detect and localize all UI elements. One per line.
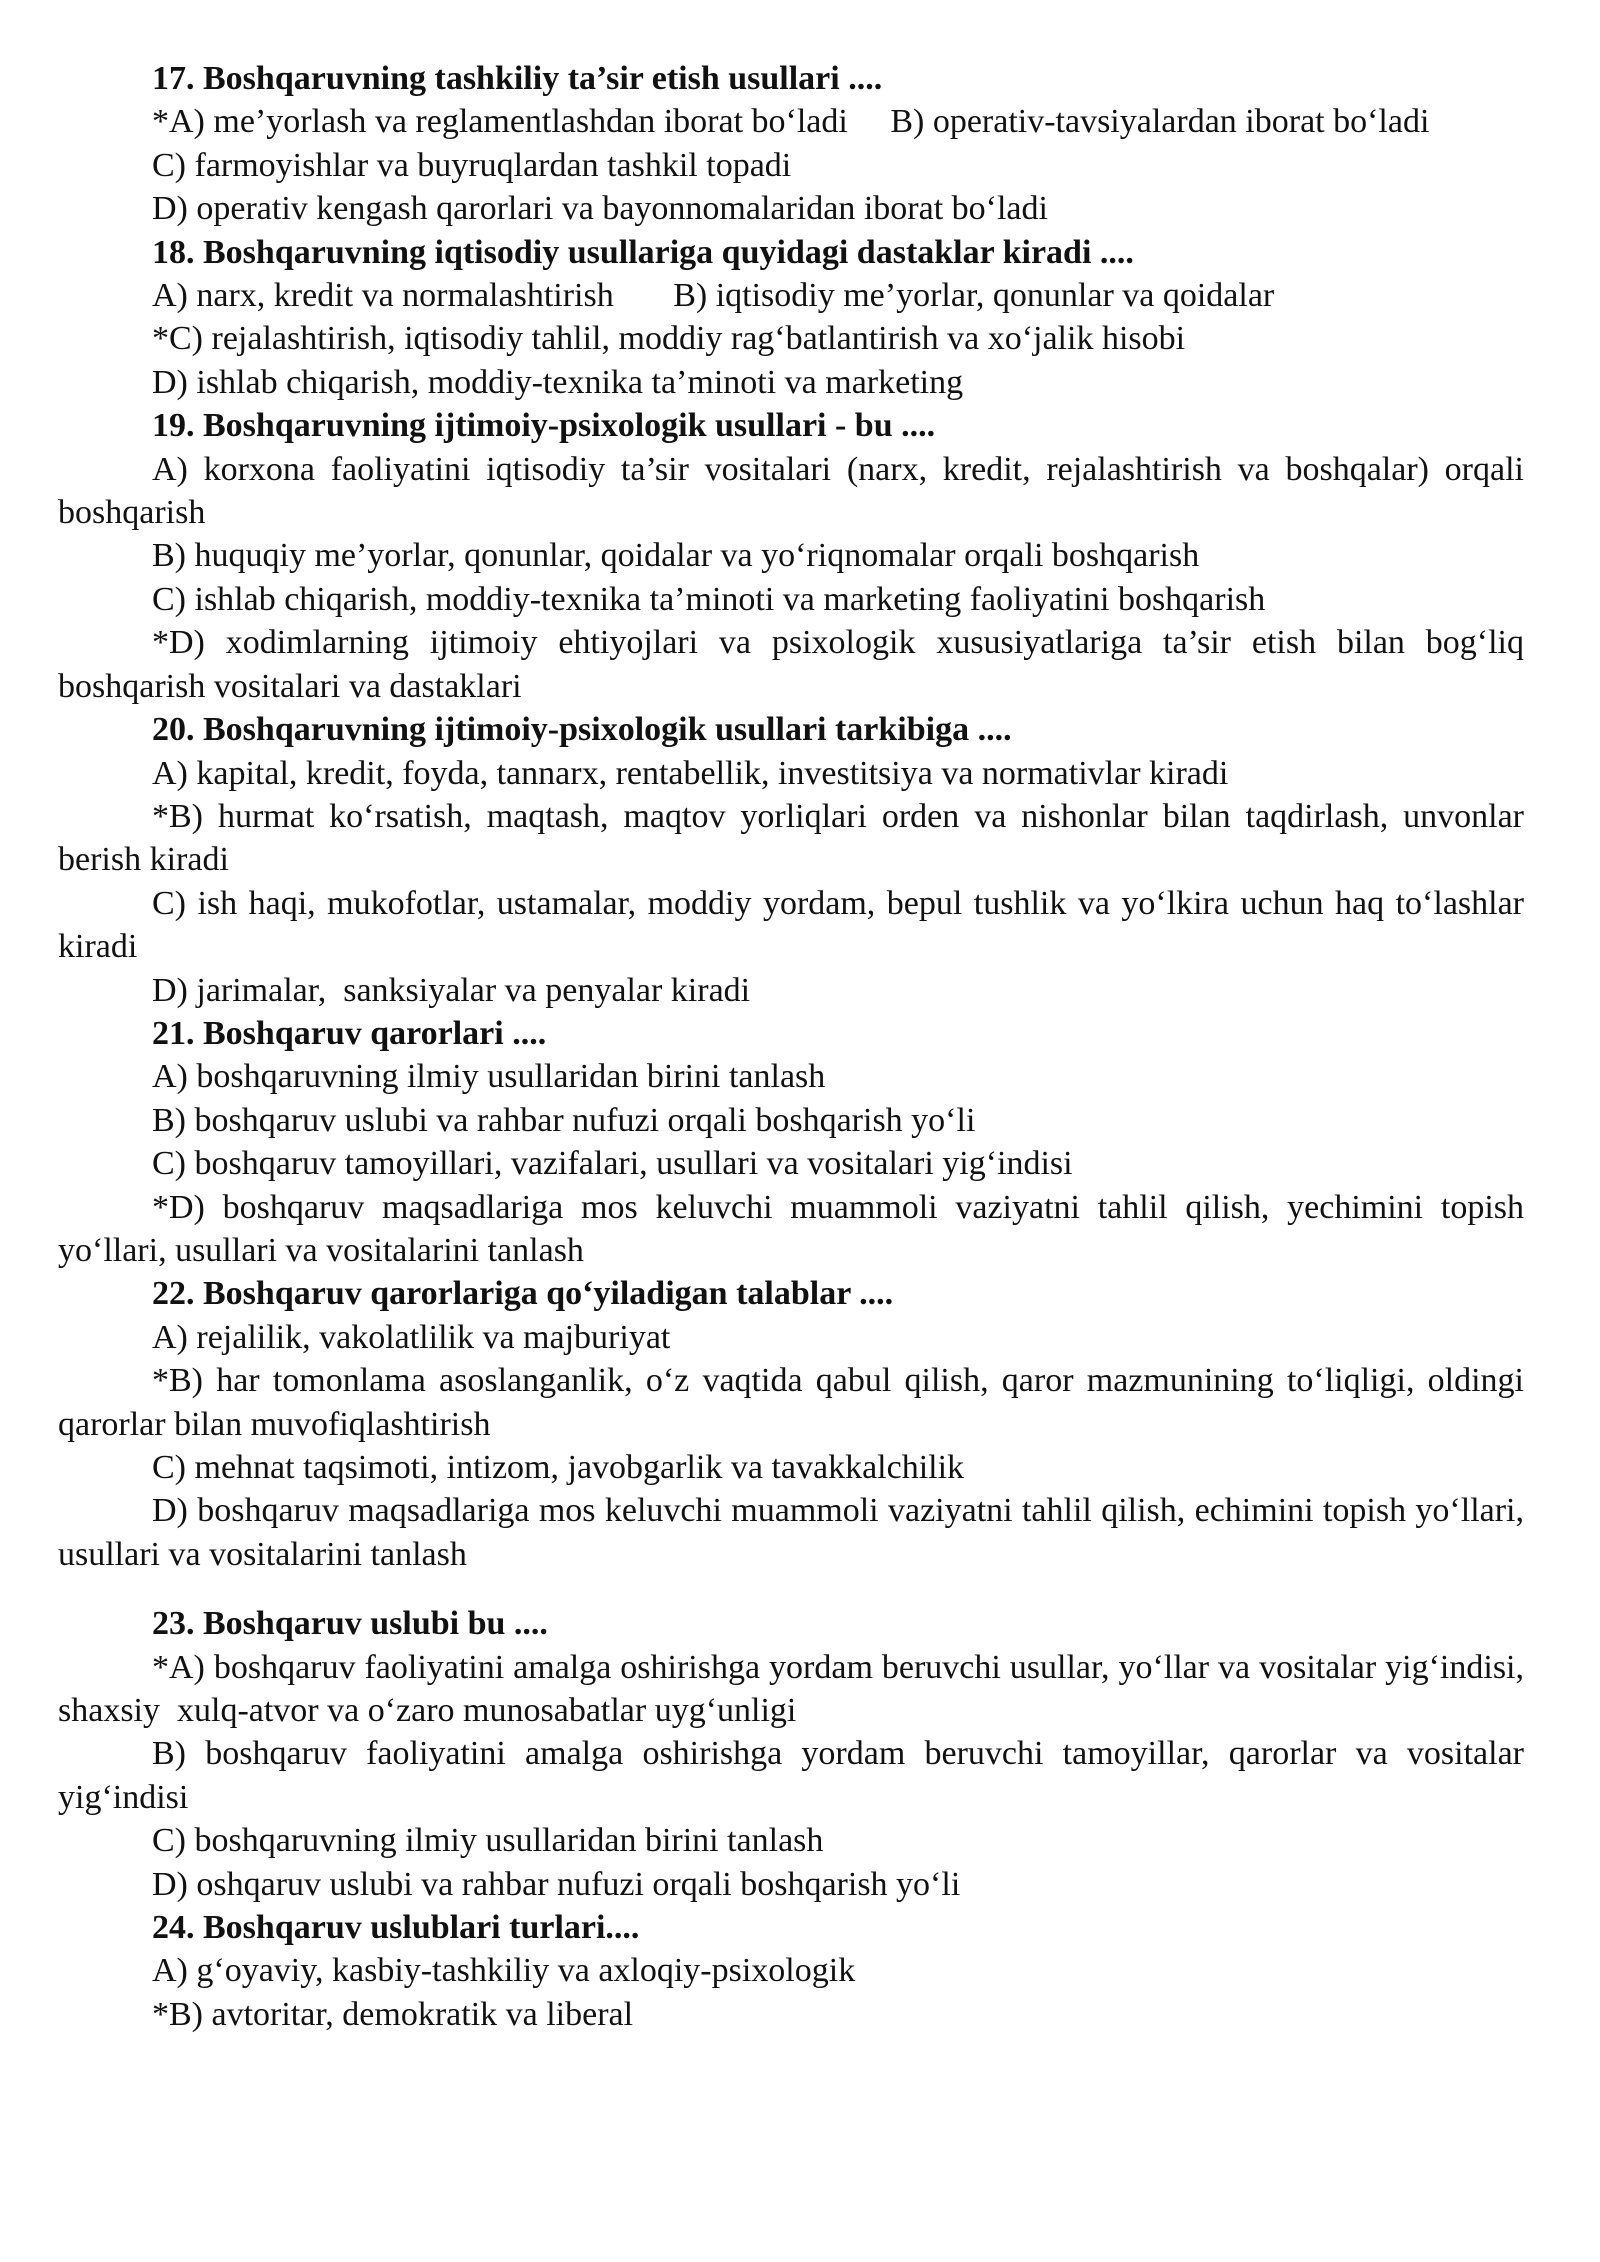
answer-option: A) korxona faoliyatini iqtisodiy ta’sir vositalari (narx, kredit, rejalashtirish va boshqalar) orqali boshqarish (58, 450, 1533, 532)
answer-option: *A) boshqaruv faoliyatini amalga oshirishga yordam beruvchi usullar, yo‘llar va vositalar yig‘indisi, shaxsiy xulq-atvor va o‘zaro munosabatlar uyg‘unligi (58, 1648, 1533, 1730)
answer-option: C) ish haqi, mukofotlar, ustamalar, moddiy yordam, bepul tushlik va yo‘lkira uchun haq to‘lashlar kiradi (58, 884, 1533, 966)
answer-option: B) boshqaruv uslubi va rahbar nufuzi orqali boshqarish yo‘li (152, 1101, 976, 1139)
question-block (58, 708, 1533, 1012)
question-block (58, 1012, 1533, 1272)
question-title: 20. Boshqaruvning ijtimoiy-psixologik usullari tarkibiga .... (152, 711, 1012, 749)
question-block (58, 404, 1533, 708)
answer-option: *B) hurmat ko‘rsatish, maqtash, maqtov yorliqlari orden va nishonlar bilan taqdirlash, unvonlar berish kiradi (58, 797, 1533, 879)
question-title: 19. Boshqaruvning ijtimoiy-psixologik usullari - bu .... (152, 407, 936, 445)
answer-option: *B) avtoritar, demokratik va liberal (152, 1995, 634, 2033)
question-block (58, 1602, 1533, 1906)
question-block (58, 1272, 1533, 1576)
answer-option: A) narx, kredit va normalashtirish B) iqtisodiy me’yorlar, qonunlar va qoidalar (152, 277, 1275, 315)
answer-option: D) ishlab chiqarish, moddiy-texnika ta’minoti va marketing (152, 363, 964, 401)
answer-option: C) ishlab chiqarish, moddiy-texnika ta’minoti va marketing faoliyatini boshqarish (152, 580, 1266, 618)
answer-option: *B) har tomonlama asoslanganlik, o‘z vaqtida qabul qilish, qaror mazmunining to‘liqligi, oldingi qarorlar bilan muvofiqlashtirish (58, 1362, 1533, 1443)
answer-option: A) kapital, kredit, foyda, tannarx, rentabellik, investitsiya va normativlar kiradi (152, 754, 1229, 792)
answer-option: C) farmoyishlar va buyruqlardan tashkil topadi (152, 146, 792, 184)
answer-option: D) oshqaruv uslubi va rahbar nufuzi orqali boshqarish yo‘li (152, 1865, 961, 1903)
answer-option: D) jarimalar, sanksiyalar va penyalar kiradi (152, 971, 751, 1009)
answer-option: D) operativ kengash qarorlari va bayonnomalaridan iborat bo‘ladi (152, 190, 1048, 228)
question-block (58, 231, 1524, 405)
answer-option: B) boshqaruv faoliyatini amalga oshirishga yordam beruvchi tamoyillar, qarorlar va vositalar yig‘indisi (58, 1735, 1533, 1816)
answer-option: C) boshqaruv tamoyillari, vazifalari, usullari va vositalari yig‘indisi (152, 1145, 1073, 1183)
answer-option: C) boshqaruvning ilmiy usullaridan birini tanlash (152, 1822, 824, 1860)
question-title: 21. Boshqaruv qarorlari .... (152, 1014, 547, 1052)
question-title: 18. Boshqaruvning iqtisodiy usullariga quyidagi dastaklar kiradi .... (152, 233, 1134, 271)
document-page (58, 57, 1533, 2036)
question-block (58, 1906, 1524, 2036)
blank-line (58, 1576, 1524, 1602)
answer-option: *C) rejalashtirish, iqtisodiy tahlil, moddiy rag‘batlantirish va xo‘jalik hisobi (152, 320, 1186, 358)
question-title: 23. Boshqaruv uslubi bu .... (152, 1605, 548, 1643)
answer-option: D) boshqaruv maqsadlariga mos keluvchi muammoli vaziyatni tahlil qilish, echimini topish yo‘llari, usullari va vositalarini tanlash (58, 1492, 1533, 1573)
answer-option: B) huquqiy me’yorlar, qonunlar, qoidalar va yo‘riqnomalar orqali boshqarish (152, 537, 1200, 575)
answer-option: A) boshqaruvning ilmiy usullaridan birini tanlash (152, 1058, 826, 1096)
question-title: 17. Boshqaruvning tashkiliy ta’sir etish usullari .... (152, 60, 883, 97)
answer-option: *D) xodimlarning ijtimoiy ehtiyojlari va psixologik xususiyatlariga ta’sir etish bilan bog‘liq boshqarish vositalari va dastaklari (58, 624, 1533, 705)
question-block (58, 57, 1524, 231)
question-title: 22. Boshqaruv qarorlariga qo‘yiladigan talablar .... (152, 1275, 894, 1313)
answer-option: *A) me’yorlash va reglamentlashdan iborat bo‘ladi B) operativ-tavsiyalardan iborat bo‘ladi (152, 103, 1430, 141)
answer-option: A) g‘oyaviy, kasbiy-tashkiliy va axloqiy-psixologik (152, 1952, 856, 1990)
answer-option: A) rejalilik, vakolatlilik va majburiyat (152, 1318, 671, 1356)
question-title: 24. Boshqaruv uslublari turlari.... (152, 1909, 640, 1947)
answer-option: *D) boshqaruv maqsadlariga mos keluvchi muammoli vaziyatni tahlil qilish, yechimini topish yo‘llari, usullari va vositalarini tanlash (58, 1188, 1533, 1269)
answer-option: C) mehnat taqsimoti, intizom, javobgarlik va tavakkalchilik (152, 1449, 965, 1486)
